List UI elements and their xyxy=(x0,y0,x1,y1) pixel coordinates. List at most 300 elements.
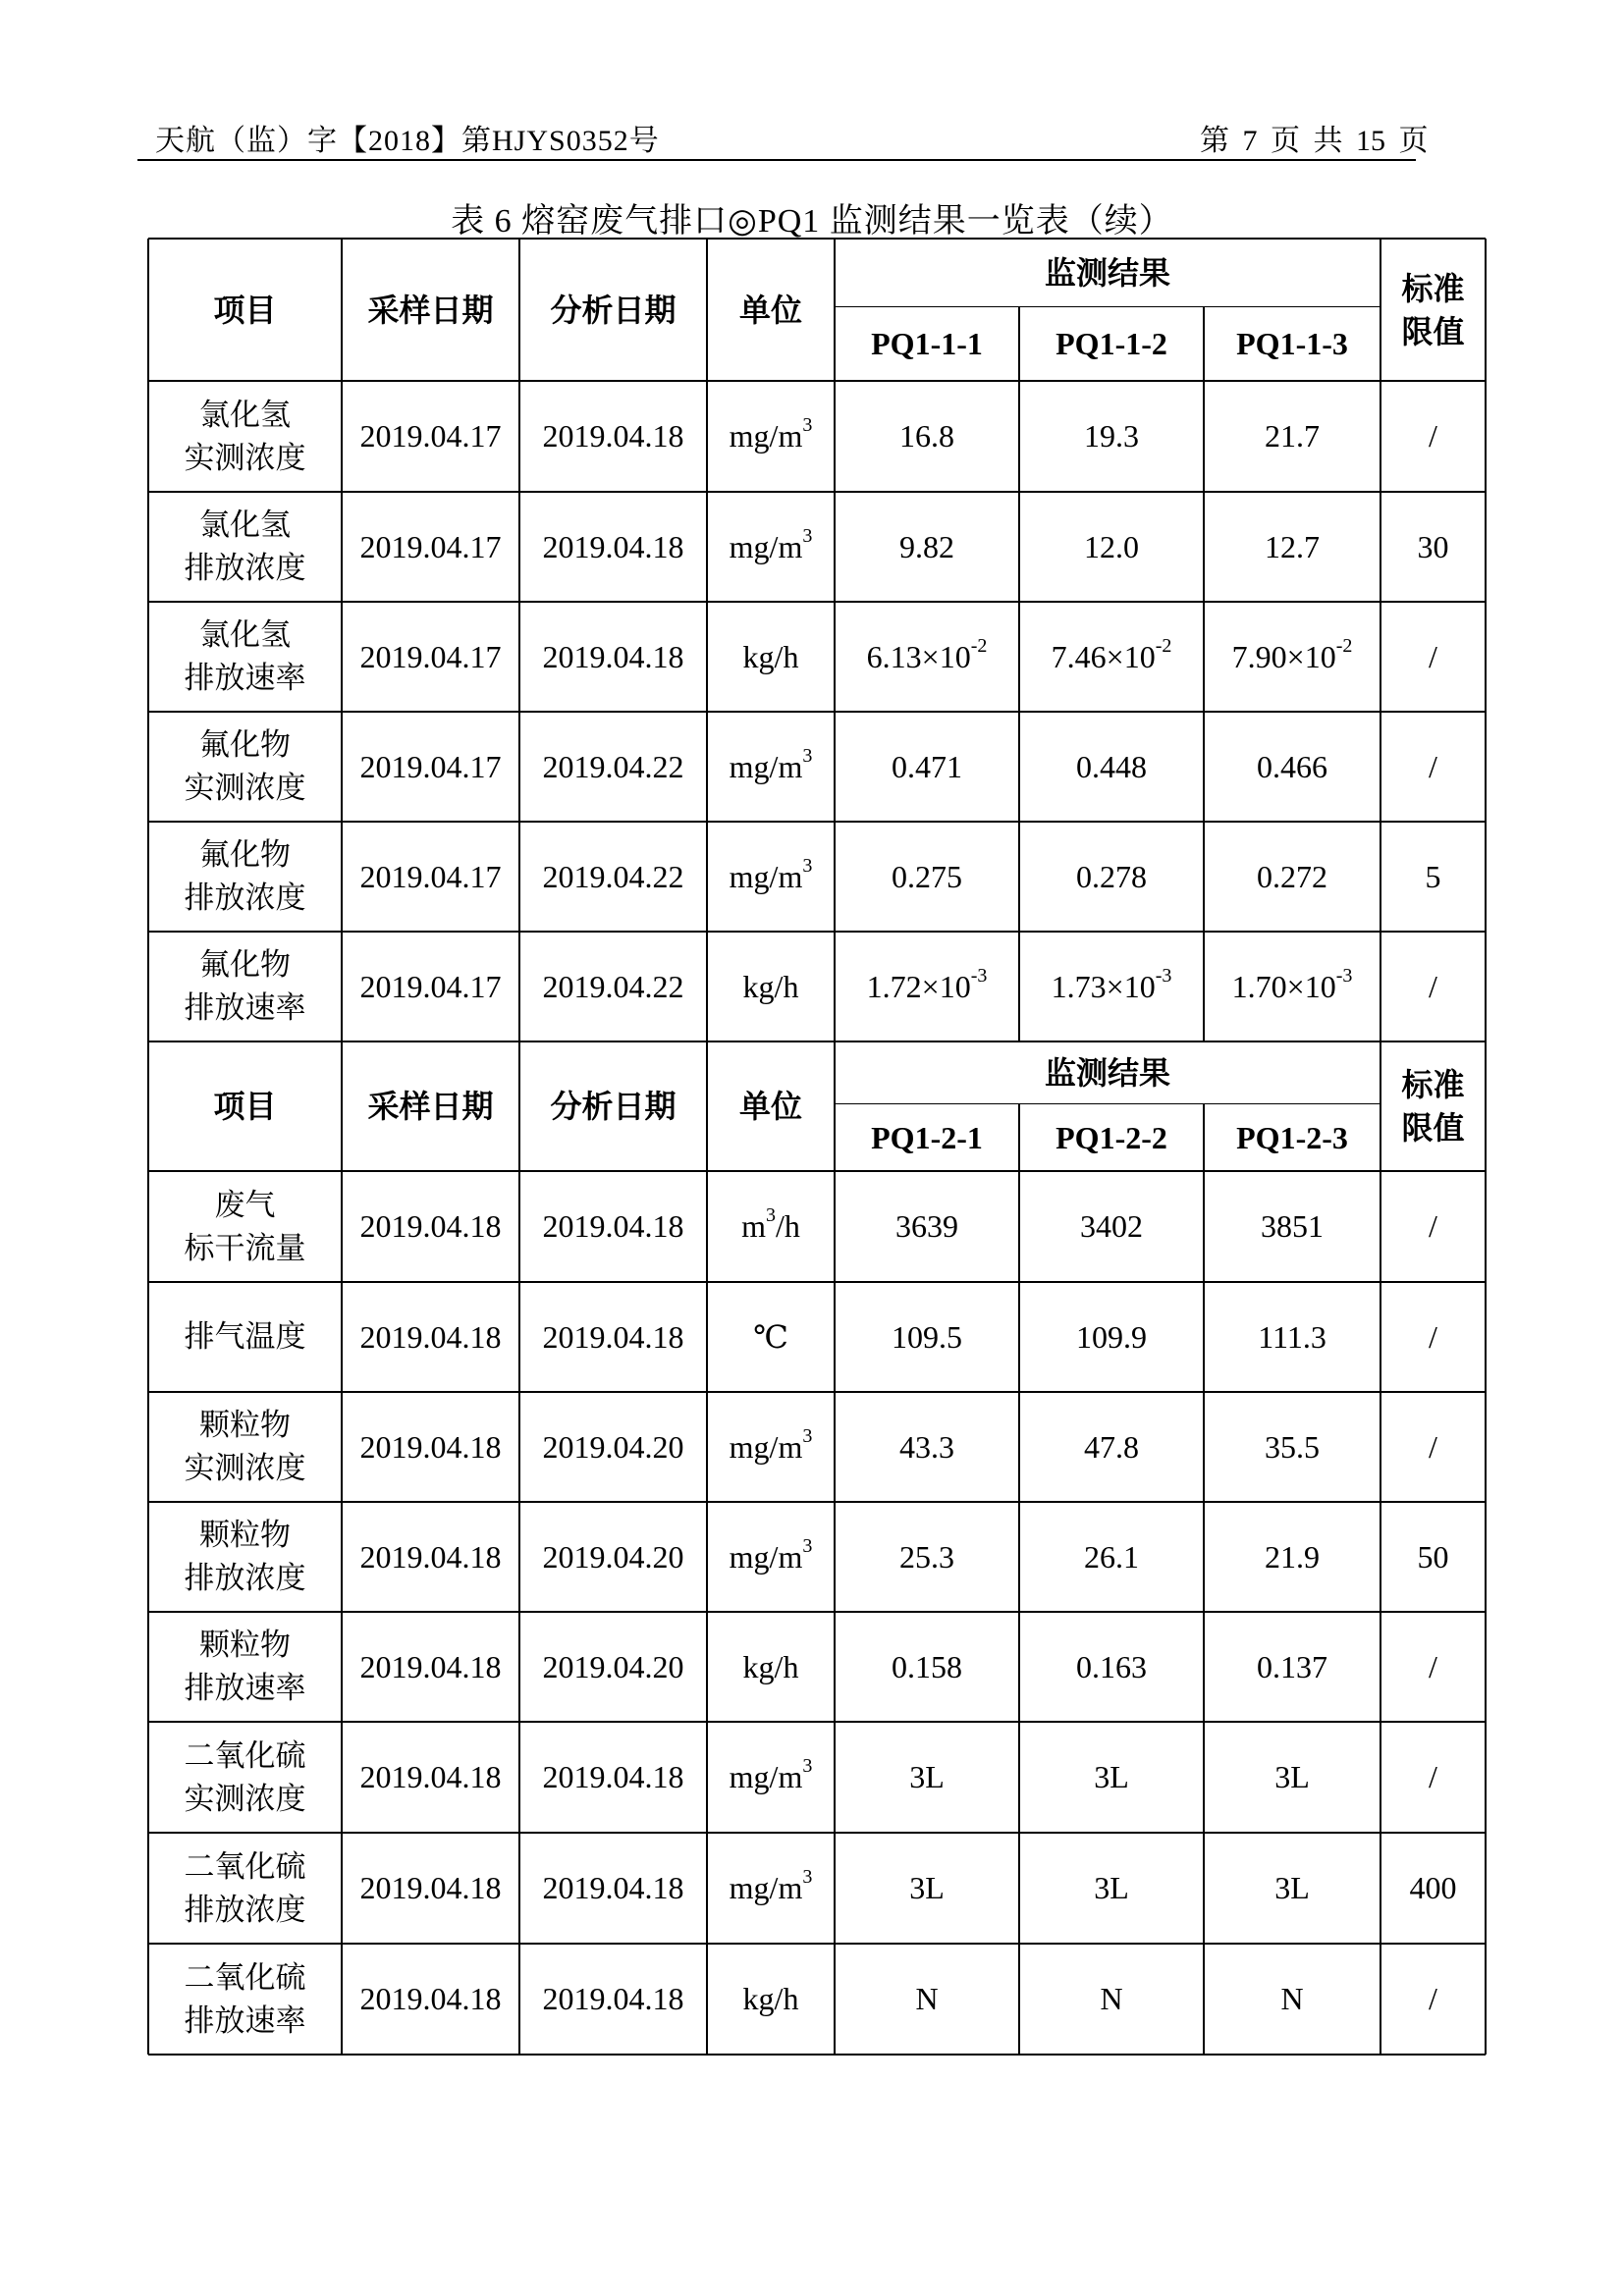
result-value-cell xyxy=(835,932,1019,1041)
limit-value: 30 xyxy=(1417,528,1449,564)
result-value: N xyxy=(1100,1981,1123,2016)
analysis-date-value: 2019.04.18 xyxy=(542,1759,684,1794)
result-value-cell xyxy=(1019,492,1204,602)
row-item xyxy=(148,1392,342,1502)
row-item-line1: 氟化物 xyxy=(199,727,291,763)
row-item xyxy=(148,822,342,932)
row-item-text xyxy=(185,504,306,590)
result-value: 3639 xyxy=(895,1208,958,1244)
row-item xyxy=(148,1833,342,1944)
unit-value xyxy=(743,639,799,675)
table-grid-line xyxy=(148,1832,1486,1834)
result-value: 0.471 xyxy=(892,748,962,784)
row-limit xyxy=(1380,1833,1486,1944)
result-value-cell xyxy=(1204,822,1380,932)
result-value: 9.82 xyxy=(899,528,954,564)
row-analysis-date xyxy=(519,602,707,712)
row-item-line1: 二氧化硫 xyxy=(184,1848,306,1885)
result-value: 47.8 xyxy=(1084,1428,1139,1465)
row-item-text xyxy=(185,1624,306,1710)
result-value-cell xyxy=(1019,932,1204,1041)
unit-base: kg/h xyxy=(742,1648,799,1684)
unit-base: mg/m xyxy=(729,418,803,454)
header-analysis-date-label: 分析日期 xyxy=(550,291,677,329)
table-grid-line xyxy=(148,1611,1486,1613)
row-item-line2: 标干流量 xyxy=(184,1230,306,1266)
result-value: 3851 xyxy=(1261,1208,1324,1244)
unit-exponent: 3 xyxy=(802,524,813,547)
analysis-date-value: 2019.04.18 xyxy=(542,1870,684,1905)
unit-value xyxy=(743,1981,799,2017)
result-value-cell xyxy=(1019,602,1204,712)
table-grid-line xyxy=(148,491,1486,493)
result-value: $1.72\times 10^{-3}$ xyxy=(866,964,988,1004)
result-value-cell xyxy=(1204,1833,1380,1944)
row-unit xyxy=(707,1722,835,1833)
header-limit-text xyxy=(1401,1063,1464,1149)
sample-id-header xyxy=(835,307,1019,381)
header-sample-date-label: 采样日期 xyxy=(367,291,494,329)
row-item-line2: 排放浓度 xyxy=(184,1561,306,1596)
result-value-cell xyxy=(1204,602,1380,712)
header-limit-line1: 标准 xyxy=(1401,1066,1465,1103)
row-item-text xyxy=(185,1514,306,1600)
result-value-cell xyxy=(1204,1612,1380,1722)
sample-date-value: 2019.04.17 xyxy=(359,858,502,894)
row-item-text xyxy=(185,1184,306,1270)
row-item-line2: 实测浓度 xyxy=(184,1451,306,1486)
row-item-line1: 排气温度 xyxy=(184,1319,306,1355)
result-value-cell xyxy=(1204,1722,1380,1833)
sample-date-value: 2019.04.18 xyxy=(359,1428,502,1465)
analysis-date-value: 2019.04.18 xyxy=(542,1208,684,1244)
row-item-line1: 氯化氢 xyxy=(199,617,291,653)
limit-value: / xyxy=(1429,638,1437,674)
row-item-line2: 排放速率 xyxy=(184,2002,306,2039)
result-value: N xyxy=(1280,1981,1304,2016)
analysis-date-value: 2019.04.22 xyxy=(542,748,684,784)
exponent: -2 xyxy=(1155,634,1172,657)
unit-base: kg/h xyxy=(742,638,799,674)
row-unit xyxy=(707,1392,835,1502)
row-item-text xyxy=(185,1735,306,1821)
unit-value xyxy=(729,1534,813,1575)
result-value-cell xyxy=(1204,712,1380,822)
header-analysis-date xyxy=(519,239,707,381)
unit-value xyxy=(729,414,813,454)
table-grid-line xyxy=(341,239,343,2055)
row-item-line1: 二氧化硫 xyxy=(184,1959,306,1996)
header-unit-label: 单位 xyxy=(738,1088,802,1125)
row-analysis-date xyxy=(519,492,707,602)
result-value: 26.1 xyxy=(1084,1538,1139,1575)
result-value-cell xyxy=(1019,1171,1204,1282)
row-item-text xyxy=(185,1315,306,1359)
row-analysis-date xyxy=(519,1612,707,1722)
unit-value xyxy=(729,744,813,785)
result-value: 3L xyxy=(1094,1759,1129,1794)
monitoring-results-table xyxy=(148,239,1486,2056)
result-value: 12.7 xyxy=(1265,528,1320,564)
unit-value xyxy=(753,1318,788,1356)
row-sample-date xyxy=(342,602,519,712)
header-results-label: 监测结果 xyxy=(1044,254,1170,292)
header-item xyxy=(148,1041,342,1171)
unit-base: ℃ xyxy=(753,1319,788,1355)
result-value-cell xyxy=(835,602,1019,712)
unit-value xyxy=(729,524,813,565)
row-limit xyxy=(1380,1171,1486,1282)
row-item-text xyxy=(185,394,306,480)
sample-date-value: 2019.04.18 xyxy=(359,1648,502,1684)
unit-value xyxy=(729,1866,813,1906)
result-value-cell xyxy=(1204,1171,1380,1282)
row-item-line2: 排放速率 xyxy=(184,661,306,696)
table-grid-line xyxy=(148,931,1486,933)
result-value-cell xyxy=(835,1612,1019,1722)
result-value-cell xyxy=(835,1171,1019,1282)
unit-base: mg/m xyxy=(729,748,803,784)
row-limit xyxy=(1380,381,1486,492)
result-value: 109.5 xyxy=(892,1318,962,1355)
result-value-cell xyxy=(1204,492,1380,602)
result-value: 3L xyxy=(1274,1870,1310,1905)
limit-value: / xyxy=(1429,968,1437,1004)
sample-date-value: 2019.04.18 xyxy=(359,1208,502,1244)
result-value-cell xyxy=(1204,381,1380,492)
limit-value: / xyxy=(1429,1318,1437,1355)
row-item-line2: 排放浓度 xyxy=(184,1892,306,1928)
exponent: -3 xyxy=(1155,964,1172,987)
table-grid-line xyxy=(148,1281,1486,1283)
unit-base: mg/m xyxy=(729,1870,803,1905)
analysis-date-value: 2019.04.20 xyxy=(542,1538,684,1575)
row-unit xyxy=(707,1612,835,1722)
row-sample-date xyxy=(342,1502,519,1612)
result-value-cell xyxy=(1204,1392,1380,1502)
row-limit xyxy=(1380,492,1486,602)
row-item xyxy=(148,932,342,1041)
header-results xyxy=(835,239,1380,307)
header-limit-line2: 限值 xyxy=(1401,312,1465,350)
row-unit xyxy=(707,602,835,712)
sample-id: PQ1-2-3 xyxy=(1236,1119,1348,1155)
limit-value: / xyxy=(1429,1648,1437,1684)
row-unit xyxy=(707,381,835,492)
sample-date-value: 2019.04.17 xyxy=(359,528,502,564)
table-grid-line xyxy=(1018,1104,1020,2055)
header-unit xyxy=(707,1041,835,1171)
unit-exponent: 3 xyxy=(802,1424,813,1447)
table-grid-line xyxy=(148,1721,1486,1723)
sample-date-value: 2019.04.17 xyxy=(359,638,502,674)
limit-value: / xyxy=(1429,1759,1437,1794)
unit-value xyxy=(743,969,799,1005)
row-item-text xyxy=(185,943,306,1030)
limit-value: / xyxy=(1429,418,1437,454)
result-value-cell xyxy=(1019,1612,1204,1722)
table-grid-line xyxy=(148,238,1486,240)
result-value: 21.7 xyxy=(1265,418,1320,454)
row-item-line1: 氟化物 xyxy=(199,837,291,873)
unit-exponent: 3 xyxy=(766,1204,776,1227)
row-item-line1: 颗粒物 xyxy=(199,1408,291,1443)
result-value-cell xyxy=(1019,712,1204,822)
unit-exponent: 3 xyxy=(802,1866,813,1889)
row-analysis-date xyxy=(519,381,707,492)
header-item-label: 项目 xyxy=(213,291,277,329)
result-value: 3L xyxy=(1094,1870,1129,1905)
row-item-line1: 废气 xyxy=(214,1187,276,1223)
result-value: 19.3 xyxy=(1084,418,1139,454)
result-value: $7.90\times 10^{-2}$ xyxy=(1231,634,1353,674)
result-value: 3402 xyxy=(1080,1208,1143,1244)
sample-date-value: 2019.04.17 xyxy=(359,418,502,454)
row-analysis-date xyxy=(519,1722,707,1833)
header-limit xyxy=(1380,1041,1486,1171)
row-item xyxy=(148,712,342,822)
result-value-cell xyxy=(1204,1944,1380,2055)
result-value: $7.46\times 10^{-2}$ xyxy=(1051,634,1172,674)
sample-date-value: 2019.04.18 xyxy=(359,1981,502,2016)
exponent: -2 xyxy=(970,634,988,657)
table-grid-line xyxy=(148,2054,1486,2056)
analysis-date-value: 2019.04.18 xyxy=(542,1318,684,1355)
table-grid-line xyxy=(1380,239,1381,2055)
table-grid-line xyxy=(834,239,836,2055)
row-item xyxy=(148,1502,342,1612)
row-item-text xyxy=(185,1845,306,1932)
result-value-cell xyxy=(1204,1502,1380,1612)
result-value: 25.3 xyxy=(899,1538,954,1575)
header-limit-text xyxy=(1401,267,1464,353)
report-id: 天航（监）字【2018】第HJYS0352号 xyxy=(155,125,660,157)
result-value: 111.3 xyxy=(1258,1318,1326,1355)
result-value-cell xyxy=(1019,1282,1204,1392)
row-item-line1: 氯化氢 xyxy=(199,507,291,543)
row-item-line2: 排放速率 xyxy=(184,990,306,1026)
result-value-cell xyxy=(1019,1392,1204,1502)
row-item-text xyxy=(185,723,306,810)
sample-date-value: 2019.04.18 xyxy=(359,1870,502,1905)
sample-id-header xyxy=(1019,1104,1204,1171)
row-item xyxy=(148,492,342,602)
result-value: 0.278 xyxy=(1076,858,1147,894)
result-value: 0.466 xyxy=(1257,748,1327,784)
row-item xyxy=(148,1944,342,2055)
row-unit xyxy=(707,1944,835,2055)
result-value-cell xyxy=(835,1282,1019,1392)
header-results xyxy=(835,1041,1380,1104)
result-value-cell xyxy=(835,1392,1019,1502)
analysis-date-value: 2019.04.22 xyxy=(542,968,684,1004)
table-grid-line xyxy=(148,1041,1486,1042)
table-grid-line xyxy=(148,380,1486,382)
row-unit xyxy=(707,1282,835,1392)
row-item xyxy=(148,602,342,712)
header-unit-label: 单位 xyxy=(738,291,802,329)
row-sample-date xyxy=(342,381,519,492)
row-unit xyxy=(707,1171,835,1282)
result-value-cell xyxy=(1019,1502,1204,1612)
analysis-date-value: 2019.04.22 xyxy=(542,858,684,894)
row-limit xyxy=(1380,1392,1486,1502)
table-grid-line xyxy=(148,711,1486,713)
result-value-cell xyxy=(835,1502,1019,1612)
row-item-text xyxy=(185,833,306,920)
result-value: 35.5 xyxy=(1265,1428,1320,1465)
sample-date-value: 2019.04.17 xyxy=(359,968,502,1004)
result-value-cell xyxy=(1204,932,1380,1041)
sample-date-value: 2019.04.17 xyxy=(359,748,502,784)
result-value-cell xyxy=(1019,1833,1204,1944)
unit-exponent: 3 xyxy=(802,854,813,877)
table-grid-line xyxy=(1485,239,1487,2055)
header-analysis-date-label: 分析日期 xyxy=(550,1088,677,1125)
row-item-line2: 实测浓度 xyxy=(184,771,306,806)
result-value-cell xyxy=(835,1944,1019,2055)
unit-base: mg/m xyxy=(729,1759,803,1794)
sample-id-header xyxy=(1019,307,1204,381)
row-analysis-date xyxy=(519,1502,707,1612)
limit-value: / xyxy=(1429,1981,1437,2016)
row-analysis-date xyxy=(519,1833,707,1944)
result-value-cell xyxy=(1019,1722,1204,1833)
result-value-cell xyxy=(835,492,1019,602)
sample-date-value: 2019.04.18 xyxy=(359,1318,502,1355)
header-sample-date-label: 采样日期 xyxy=(367,1088,494,1125)
row-sample-date xyxy=(342,822,519,932)
row-item xyxy=(148,381,342,492)
limit-value: / xyxy=(1429,1208,1437,1244)
result-value-cell xyxy=(835,1722,1019,1833)
row-limit xyxy=(1380,1944,1486,2055)
result-value: $6.13\times 10^{-2}$ xyxy=(866,634,988,674)
unit-value xyxy=(729,1755,813,1795)
row-item xyxy=(148,1612,342,1722)
unit-exponent: 3 xyxy=(802,744,813,767)
table-title: 表 6 熔窑废气排口◎PQ1 监测结果一览表（续） xyxy=(451,203,1173,240)
exponent: -3 xyxy=(970,964,988,987)
row-analysis-date xyxy=(519,1171,707,1282)
result-value: 0.158 xyxy=(892,1648,962,1684)
limit-value: 5 xyxy=(1425,858,1441,894)
row-sample-date xyxy=(342,1944,519,2055)
result-value: 43.3 xyxy=(899,1428,954,1465)
row-analysis-date xyxy=(519,822,707,932)
header-results-label: 监测结果 xyxy=(1044,1054,1170,1092)
table-grid-line xyxy=(148,601,1486,603)
header-unit xyxy=(707,239,835,381)
unit-exponent: 3 xyxy=(802,414,813,437)
unit-value xyxy=(743,1649,799,1685)
sample-date-value: 2019.04.18 xyxy=(359,1538,502,1575)
unit-base: kg/h xyxy=(742,1981,799,2016)
result-value-cell xyxy=(835,712,1019,822)
result-value: N xyxy=(915,1981,939,2016)
row-sample-date xyxy=(342,1282,519,1392)
header-item-label: 项目 xyxy=(213,1088,277,1125)
header-limit-line1: 标准 xyxy=(1401,269,1465,307)
sample-date-value: 2019.04.18 xyxy=(359,1759,502,1794)
result-value: 3L xyxy=(909,1759,945,1794)
result-value: 16.8 xyxy=(899,418,954,454)
unit-value xyxy=(729,854,813,895)
row-item-line1: 氟化物 xyxy=(199,947,291,983)
analysis-date-value: 2019.04.18 xyxy=(542,528,684,564)
unit-base: m xyxy=(741,1208,766,1244)
row-analysis-date xyxy=(519,712,707,822)
unit-exponent: 3 xyxy=(802,1534,813,1557)
unit-exponent: 3 xyxy=(802,1755,813,1778)
row-item-line1: 颗粒物 xyxy=(199,1518,291,1553)
sample-id: PQ1-2-1 xyxy=(871,1119,983,1155)
row-analysis-date xyxy=(519,1282,707,1392)
sample-id: PQ1-2-2 xyxy=(1056,1119,1167,1155)
analysis-date-value: 2019.04.20 xyxy=(542,1428,684,1465)
table-grid-line xyxy=(835,1103,1380,1104)
row-limit xyxy=(1380,712,1486,822)
table-grid-line xyxy=(706,239,708,2055)
row-unit xyxy=(707,492,835,602)
analysis-date-value: 2019.04.20 xyxy=(542,1648,684,1684)
row-item-line2: 排放浓度 xyxy=(184,551,306,586)
row-sample-date xyxy=(342,492,519,602)
row-item-line1: 颗粒物 xyxy=(199,1628,291,1663)
result-value: 0.275 xyxy=(892,858,962,894)
row-analysis-date xyxy=(519,932,707,1041)
unit-tail: /h xyxy=(776,1208,800,1244)
row-unit xyxy=(707,712,835,822)
result-value-cell xyxy=(835,381,1019,492)
table-grid-line xyxy=(148,1391,1486,1393)
table-grid-line xyxy=(148,1943,1486,1945)
sample-id-header xyxy=(1204,307,1380,381)
row-item-line2: 排放浓度 xyxy=(184,881,306,916)
unit-value xyxy=(729,1424,813,1466)
row-unit xyxy=(707,932,835,1041)
page-info: 第 7 页 共 15 页 xyxy=(1200,125,1429,157)
row-item xyxy=(148,1722,342,1833)
row-limit xyxy=(1380,1722,1486,1833)
header-limit xyxy=(1380,239,1486,381)
result-value: 3L xyxy=(1274,1759,1310,1794)
header-rule xyxy=(137,159,1416,161)
header-analysis-date xyxy=(519,1041,707,1171)
row-item-text xyxy=(185,1956,306,2043)
table-grid-line xyxy=(148,1501,1486,1503)
sample-id: PQ1-1-3 xyxy=(1236,326,1348,361)
result-value: 0.163 xyxy=(1076,1648,1147,1684)
result-value: 12.0 xyxy=(1084,528,1139,564)
row-item xyxy=(148,1282,342,1392)
analysis-date-value: 2019.04.18 xyxy=(542,418,684,454)
header-sample-date xyxy=(342,239,519,381)
limit-value: / xyxy=(1429,1428,1437,1465)
row-limit xyxy=(1380,932,1486,1041)
unit-base: mg/m xyxy=(729,1428,803,1465)
header-limit-line2: 限值 xyxy=(1401,1109,1465,1147)
result-value: 0.272 xyxy=(1257,858,1327,894)
result-value-cell xyxy=(1019,822,1204,932)
unit-value xyxy=(741,1204,800,1245)
row-item xyxy=(148,1171,342,1282)
limit-value: 400 xyxy=(1409,1870,1457,1905)
row-item-line2: 实测浓度 xyxy=(184,1781,306,1817)
row-analysis-date xyxy=(519,1392,707,1502)
row-unit xyxy=(707,1502,835,1612)
table-grid-line xyxy=(148,1170,1486,1172)
